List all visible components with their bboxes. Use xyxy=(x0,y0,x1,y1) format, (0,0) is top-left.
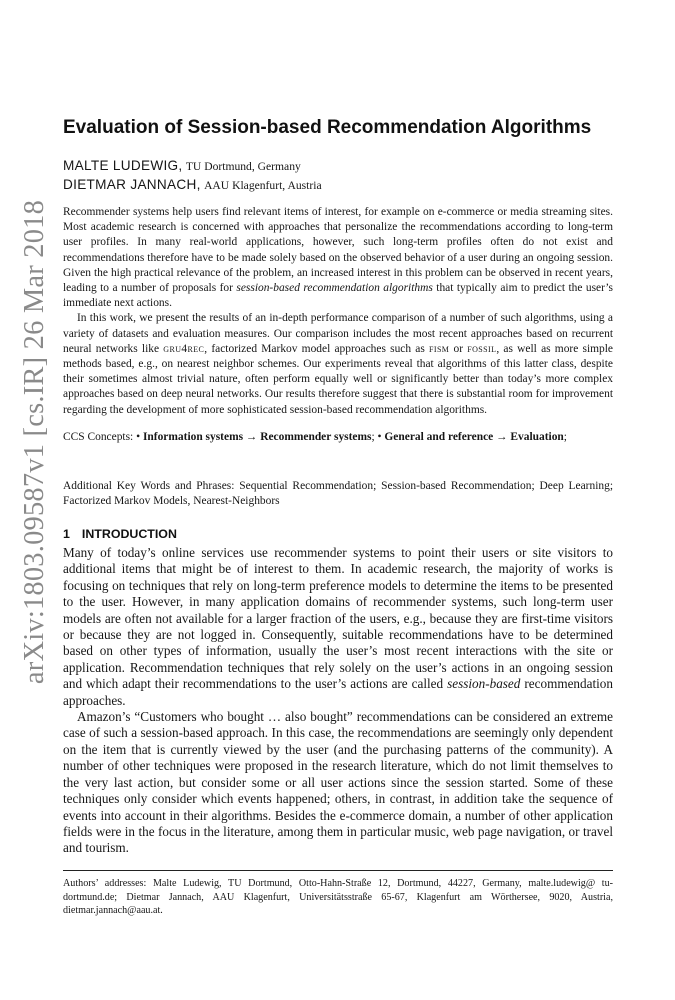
bullet: • xyxy=(377,431,385,443)
arxiv-stamp-text: arXiv:1803.09587v1 [cs.IR] 26 Mar 2018 xyxy=(19,199,51,685)
ccs-concepts xyxy=(63,430,613,445)
ccs-label: CCS Concepts: xyxy=(63,431,137,443)
emphasis: session-based xyxy=(447,676,521,692)
separator: ; xyxy=(563,431,567,443)
ccs-concept: General and reference → Evaluation xyxy=(384,431,564,443)
introduction-body xyxy=(63,545,613,857)
section-heading xyxy=(63,526,177,542)
algorithm-name: fism xyxy=(429,342,450,355)
author-affiliation: TU Dortmund, Germany xyxy=(185,160,301,173)
author-name: MALTE LUDEWIG, xyxy=(63,158,183,173)
abstract-paragraph xyxy=(63,205,613,311)
abstract-paragraph xyxy=(63,311,613,417)
author-2 xyxy=(63,176,322,195)
text-run: Many of today’s online services use recommender systems to point their users or site visitors to additional items that might be of interest to them. In academic research, the majority of works is focusing on techniques that rely on long-term preference models to determine the items to be presented to the user. However, in many application domains of recommender systems, such long-term user models are often not available for a larger fraction of the users, e.g., because they are first-time visitors or because they are not logged in. Consequently, suitable recommendations have to be determined based on other types of information, usually the user’s most recent interactions with the site or application. Recommendation techniques that rely solely on the user’s actions in an ongoing session and which adapt their recommendations to the user’s actions are called xyxy=(63,545,613,692)
algorithm-name: fossil xyxy=(467,342,497,355)
body-paragraph xyxy=(63,545,613,709)
text-run: Recommender systems help users find relevant items of interest, for example on e-commerce or media streaming sites. Most academic research is concerned with approaches that personalize the recommendations according to long-term user profiles. In many real-world applications, however, such long-term profiles often do not exist and recommendations therefore have to be made solely based on the observed behavior of a user during an ongoing session. Given the high practical relevance of the problem, an increased interest in this problem can be observed in recent years, leading to a number of proposals for xyxy=(63,206,613,295)
abstract xyxy=(63,205,613,418)
ccs-concept: Information systems → Recommender systems xyxy=(142,431,372,443)
text-run: , as well as more simple methods based, e.g., on nearest neighbor schemes. Our experiments reveal that algorithms of this latter class, despite their sometimes almost trivial nature, often perform equally well or significantly better than today’s more complex approaches based on deep neural networks. Our results therefore suggest that there is substantial room for improvement regarding the development of more sophisticated session-based recommendation algorithms. xyxy=(63,342,614,416)
author-name: DIETMAR JANNACH, xyxy=(63,177,201,192)
section-number: 1 xyxy=(63,527,70,541)
separator: ; xyxy=(371,431,378,443)
text-run: or xyxy=(449,342,468,355)
section-title: INTRODUCTION xyxy=(81,527,177,541)
author-affiliation: AAU Klagenfurt, Austria xyxy=(204,179,322,192)
text-run: that typically aim to predict the user’s immediate next actions. xyxy=(63,282,613,310)
keywords: Additional Key Words and Phrases: Sequential Recommendation; Session-based Recommendation; Deep Learning; Factorized Markov Models, Nearest-Neighbors xyxy=(63,480,613,508)
footnote-rule xyxy=(63,870,613,871)
author-1 xyxy=(63,157,301,176)
authors-addresses-footnote: Authors’ addresses: Malte Ludewig, TU Dortmund, Otto-Hahn-Straße 12, Dortmund, 44227, Germany, malte.ludewig@ tu-dortmund.de; Dietmar Jannach, AAU Klagenfurt, Universitätsstraße 65-67, Klagenfurt am Wörthersee, 9020, Austria, dietmar.jannach@aau.at. xyxy=(63,878,613,917)
bullet: • xyxy=(136,431,143,443)
text-run: In this work, we present the results of an in-depth performance comparison of a number of such algorithms, using a variety of datasets and evaluation measures. Our comparison includes the most recent approaches based on recurrent neural networks like xyxy=(63,312,613,355)
text-run: recommendation approaches. xyxy=(63,676,613,708)
body-paragraph: Amazon’s “Customers who bought … also bought” recommendations can be considered an extreme case of such a session-based approach. In this case, the recommendations are seemingly only dependent on the item that is currently viewed by the user (and the purchasing patterns of the community). A number of other techniques were proposed in the research literature, which do not limit themselves to the very last action, but consider some or all user actions since the session started. Some of these techniques only consider which events happened; others, in contrast, in addition take the sequence of events into account in their algorithms. Besides the e-commerce domain, a number of other application fields were in the focus in the literature, among them in particular music, web page navigation, or travel and tourism. xyxy=(63,709,613,856)
text-run: , factorized Markov model approaches such as xyxy=(204,342,430,355)
arxiv-stamp xyxy=(20,199,51,685)
algorithm-name: gru4rec xyxy=(163,342,205,355)
emphasis: session-based recommendation algorithms xyxy=(236,282,433,295)
paper-title: Evaluation of Session-based Recommendation Algorithms xyxy=(63,117,592,138)
